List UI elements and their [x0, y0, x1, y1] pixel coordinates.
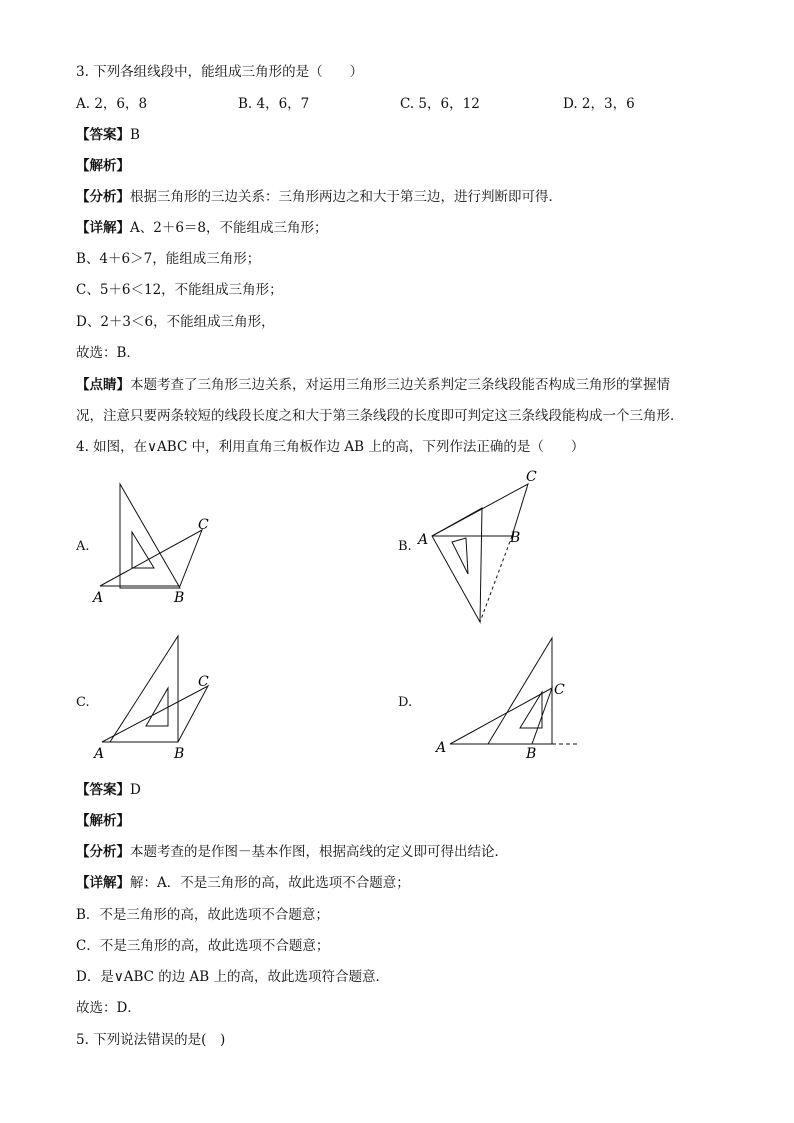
fig-a-label: A.	[76, 539, 90, 554]
figure-c	[90, 630, 240, 764]
detail-tag: 【详解】	[76, 220, 130, 236]
fig-d-triangle	[450, 688, 552, 744]
q3-answer-line	[76, 125, 140, 145]
fig-d-label: D.	[398, 695, 413, 710]
figure-b-svg	[414, 466, 564, 628]
detail-tag: 【详解】	[76, 875, 130, 891]
fig-b-point-b: B	[510, 530, 521, 546]
figure-d	[430, 632, 590, 764]
fig-c-triangle	[102, 686, 208, 742]
q3-comment-line	[76, 375, 670, 395]
q3-fenxi: 根据三角形的三边关系：三角形两边之和大于第三边，进行判断即可得．	[130, 189, 562, 205]
answer-tag: 【答案】	[76, 127, 130, 143]
q3-option-a: A. 2，6，8	[76, 96, 148, 112]
q4-question: 4. 如图，在∨ABC 中，利用直角三角板作边 AB 上的高，下列作法正确的是（ ）	[76, 439, 585, 455]
q3-detail-d: D、2＋3＜6，不能组成三角形，	[76, 314, 275, 330]
q4-choose: 故选：D．	[76, 1000, 141, 1016]
fig-c-label: C.	[76, 695, 90, 710]
fig-c-set-square-hole	[146, 688, 168, 726]
q3-question: 3. 下列各组线段中，能组成三角形的是（ ）	[76, 64, 364, 80]
fig-c-point-b: B	[174, 746, 185, 762]
figure-a-svg	[90, 478, 240, 608]
figure-d-svg	[430, 632, 590, 764]
q3-detail-line	[76, 218, 328, 238]
q3-detail-b: B、4＋6＞7，能组成三角形；	[76, 251, 261, 267]
q4-detail-line	[76, 873, 410, 893]
q4-fenxi-line	[76, 842, 508, 862]
q3-option-d: D. 2，3，6	[563, 96, 635, 112]
figure-a	[90, 478, 240, 608]
q3-detail-c: C、5＋6＜12，不能组成三角形；	[76, 282, 283, 298]
fig-a-set-square	[120, 484, 180, 588]
fig-b-point-a: A	[418, 532, 429, 548]
comment-tag: 【点睛】	[76, 377, 130, 393]
q5-question: 5. 下列说法错误的是( )	[76, 1032, 226, 1048]
fig-d-point-c: C	[554, 682, 565, 698]
q4-detail-a: 解：A．不是三角形的高，故此选项不合题意；	[130, 875, 410, 891]
fig-b-set-square-hole	[452, 538, 468, 574]
q3-fenxi-line	[76, 187, 562, 207]
figure-b	[414, 466, 564, 628]
fig-a-point-c: C	[198, 517, 209, 533]
q3-answer: B	[130, 127, 140, 143]
fig-c-point-a: A	[94, 746, 105, 762]
q3-option-c: C. 5，6，12	[400, 96, 480, 112]
fig-d-point-b: B	[526, 746, 537, 762]
q3-detail-a: A、2＋6＝8，不能组成三角形；	[130, 220, 328, 236]
fig-a-point-b: B	[174, 590, 185, 606]
answer-tag: 【答案】	[76, 782, 130, 798]
q4-analysis-tag: 【解析】	[76, 813, 130, 829]
fenxi-tag: 【分析】	[76, 844, 130, 860]
q4-answer-line	[76, 780, 141, 800]
fig-d-point-a: A	[436, 740, 447, 756]
fig-d-set-square-hole	[520, 692, 542, 728]
q4-detail-c: C．不是三角形的高，故此选项不合题意；	[76, 938, 330, 954]
fig-b-point-c: C	[526, 469, 537, 485]
fenxi-tag: 【分析】	[76, 189, 130, 205]
q3-comment-2: 况，注意只要两条较短的线段长度之和大于第三条线段的长度即可判定这三条线段能构成一个三角形．	[76, 408, 684, 424]
q4-detail-d: D．是∨ABC 的边 AB 上的高，故此选项符合题意．	[76, 969, 389, 985]
q3-option-b: B. 4，6，7	[238, 96, 310, 112]
q4-fenxi: 本题考查的是作图－基本作图，根据高线的定义即可得出结论．	[130, 844, 508, 860]
q4-detail-b: B．不是三角形的高，故此选项不合题意；	[76, 907, 329, 923]
q3-choose: 故选：B．	[76, 345, 140, 361]
fig-c-point-c: C	[198, 674, 209, 690]
fig-b-dashed-line	[480, 536, 512, 622]
q4-answer: D	[130, 782, 141, 798]
fig-b-label: B.	[398, 539, 412, 554]
figure-c-svg	[90, 630, 240, 764]
q3-analysis-tag: 【解析】	[76, 158, 130, 174]
fig-b-set-square	[432, 508, 482, 622]
fig-a-point-a: A	[93, 590, 104, 606]
q3-comment-1: 本题考查了三角形三边关系，对运用三角形三边关系判定三条线段能否构成三角形的掌握情	[130, 377, 670, 393]
